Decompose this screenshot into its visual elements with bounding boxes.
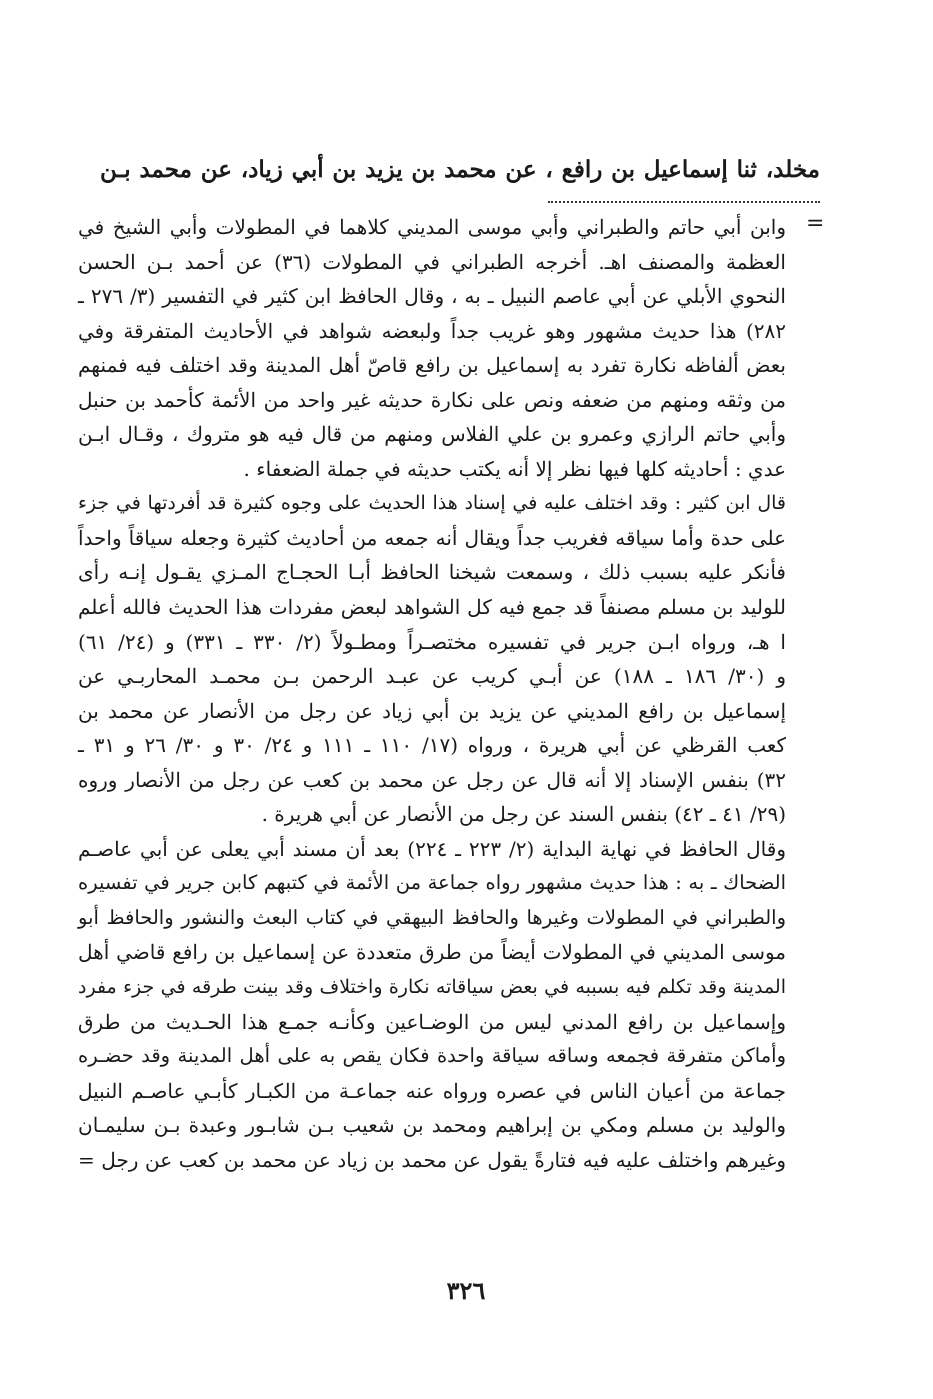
footnote-line: (٢٩/ ٤١ ـ ٤٢) بنفس السند عن رجل من الأنصار عن أبي هريرة .: [261, 802, 786, 827]
footnote-line: للوليد بن مسلم مصنفاً قد جمع فيه كل الشواهد لبعض مفردات هذا الحديث فالله أعلم: [78, 595, 786, 620]
footnote-line: ا هـ، ورواه ابـن جرير في تفسيره مختصـراً ومطـولاً (٢/ ٣٣٠ ـ ٣٣١) و (٢٤/ ٦١): [78, 629, 786, 654]
footnote-line: موسى المديني في المطولات أيضاً من طرق متعددة عن إسماعيل بن رافع قاضي أهل: [78, 940, 786, 965]
footnote-line: النحوي الأبلي عن أبي عاصم النبيل ـ به ، وقال الحافظ ابن كثير في التفسير (٣/ ٢٧٦ ـ: [78, 284, 786, 309]
footnote-line: على حدة وأما سياقه فغريب جداً ويقال أنه جمعه من أحاديث كثيرة وجعله سياقاً واحداً: [78, 525, 786, 550]
main-text-line: مخلد، ثنا إسماعيل بن رافع ، عن محمد بن يزيد بن أبي زياد، عن محمد بـن: [100, 156, 820, 183]
footnote-line: من وثقه ومنهم من ضعفه ونص على نكارة حديثه غير واحد من الأئمة كأحمد بن حنبل: [78, 387, 786, 412]
footnote-line: ٣٢) بنفس الإسناد إلا أنه قال عن رجل عن محمد بن كعب عن رجل من الأنصار وروه: [78, 767, 786, 792]
footnotes: [78, 210, 786, 1177]
footnote-line: وقال الحافظ في نهاية البداية (٢/ ٢٢٣ ـ ٢٢٤) بعد أن مسند أبي يعلى عن أبي عاصـم: [78, 836, 786, 861]
footnote-line: الضحاك ـ به : هذا حديث مشهور رواه جماعة من الأئمة في كتبهم كابن جرير في تفسيره: [78, 871, 786, 895]
footnote-line: فأنكر عليه بسبب ذلك ، وسمعت شيخنا الحافظ أبـا الحجـاج المـزي يقـول إنـه رأى: [78, 560, 786, 585]
footnote-line: بعض ألفاظه نكارة تفرد به إسماعيل بن رافع قاصّ أهل المدينة وقد اختلف فيه فمنهم: [78, 353, 786, 378]
footnote-line: جماعة من أعيان الناس في عصره ورواه عنه جماعـة من الكبـار كأبـي عاصـم النبيل: [78, 1078, 786, 1103]
page-number: ٣٢٦: [446, 1276, 486, 1305]
footnote-separator: [548, 201, 820, 203]
footnote-line: العظمة والمصنف اهـ. أخرجه الطبراني في المطولات (٣٦) عن أحمد بـن الحسن: [78, 249, 786, 274]
footnote-line: المدينة وقد تكلم فيه بسببه في بعض سياقاته نكارة واختلاف وقد بينت طرقه في جزء مفرد: [78, 976, 786, 999]
footnote-line: وأماكن متفرقة فجمعه وساقه سياقة واحدة فكان يقص به على أهل المدينة وقد حضـره: [78, 1044, 786, 1068]
footnote-line: و (٣٠/ ١٨٦ ـ ١٨٨) عن أبـي كريب عن عبـد الرحمن بـن محمـد المحاربـي عن: [78, 664, 786, 689]
footnote-line: والطبراني في المطولات وغيرها والحافظ البيهقي في كتاب البعث والنشور والحافظ أبو: [78, 905, 786, 929]
footnote-line: وأبي حاتم الرازي وعمرو بن علي الفلاس ومنهم من قال فيه هو متروك ، وقـال ابـن: [78, 422, 786, 447]
footnote-line: وإسماعيل بن رافع المدني ليس من الوضـاعين وكأنـه جمـع هذا الحـديث من طرق: [78, 1009, 786, 1034]
footnote-line: كعب القرظي عن أبي هريرة ، ورواه (١٧/ ١١٠ ـ ١١١ و ٢٤/ ٣٠ و ٣٠/ ٢٦ و ٣١ ـ: [78, 733, 787, 758]
footnote-line: ٢٨٢) هذا حديث مشهور وهو غريب جداً ولبعضه شواهد في الأحاديث المتفرقة وفي: [78, 318, 786, 343]
footnote-line: إسماعيل بن رافع المديني عن يزيد بن أبي زياد عن رجل من الأنصار عن محمد بن: [78, 698, 786, 723]
footnote-line: وغيرهم واختلف عليه فيه فتارةً يقول عن محمد بن زياد عن محمد بن كعب عن رجل =: [78, 1147, 786, 1172]
footnote-line: والوليد بن مسلم ومكي بن إبراهيم ومحمد بن شعيب بـن شابـور وعبدة بـن سليمـان: [78, 1113, 786, 1138]
footnote-line: وابن أبي حاتم والطبراني وأبي موسى المديني كلاهما في المطولات وأبي الشيخ في: [78, 215, 786, 239]
footnote-line: عدي : أحاديثه كلها فيها نظر إلا أنه يكتب حديثه في جملة الضعفاء .: [243, 456, 786, 481]
footnote-continuation-marker: =: [806, 211, 825, 236]
footnote-line: قال ابن كثير : وقد اختلف عليه في إسناد هذا الحديث على وجوه كثيرة قد أفردتها في جزء: [78, 492, 786, 515]
